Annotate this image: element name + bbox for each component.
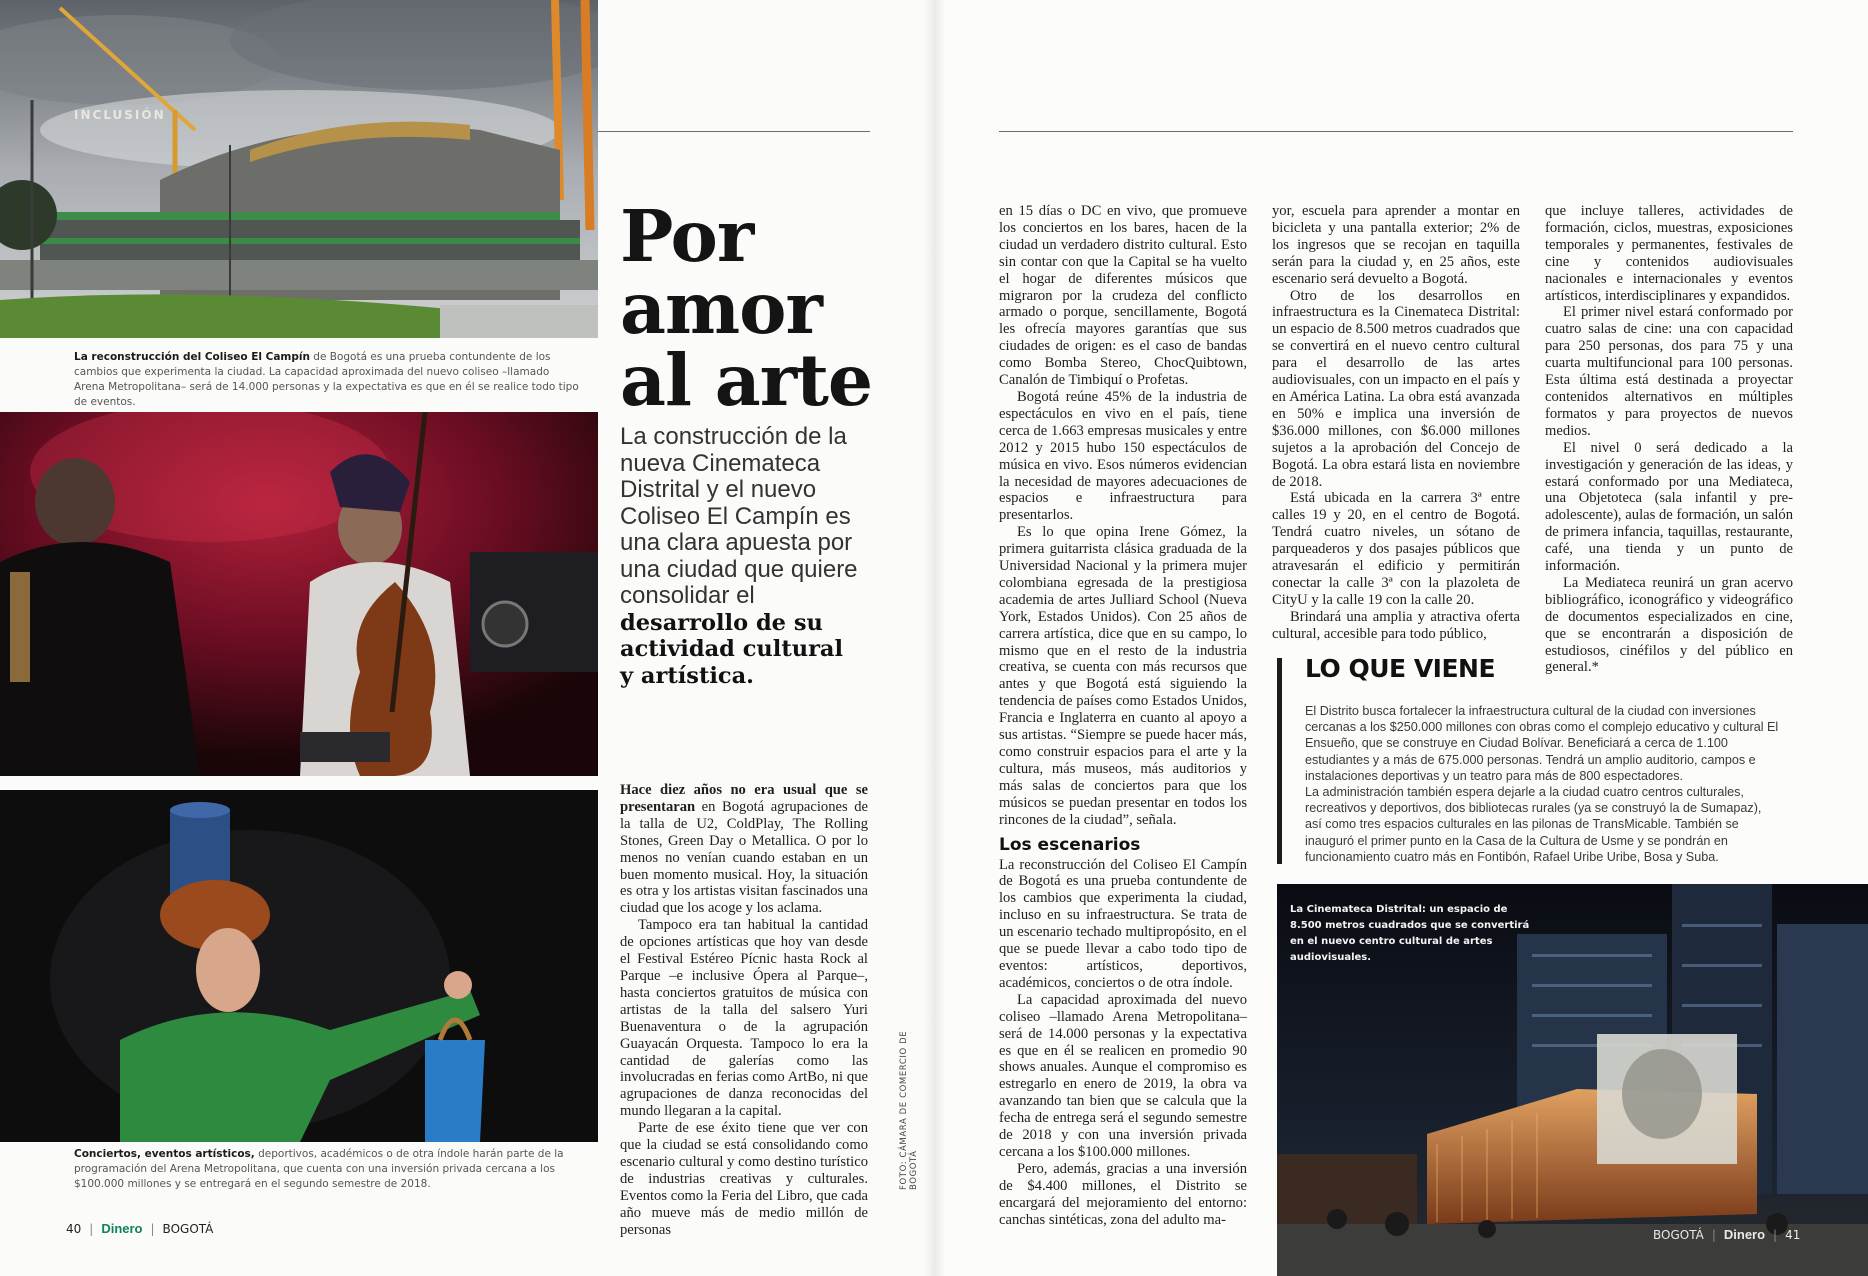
body-paragraph [620,782,868,917]
folio-separator: | [1711,1227,1716,1242]
body-paragraph: Brindará una amplia y atractiva oferta cultural, accesible para todo público, [1272,608,1520,642]
body-paragraph: Bogotá reúne 45% de la industria de espectáculos en vivo en el país, tiene cerca de 1.663 empresas musicales y entre 2012 y 2015 hubo 150 espectáculos de música en vivo. Esos números evidencian la necesidad de mayores adecuaciones de espacios e infraestructura para presentarlos. [999,388,1247,524]
folio-section: BOGOTÁ [162,1221,214,1236]
article-title [620,194,920,422]
top-rule-left [598,131,870,132]
page-gutter [924,0,946,1276]
body-paragraph: en 15 días o DC en vivo, que promueve los conciertos en los bares, hacen de la ciudad un verdadero distrito cultural. Esto sin contar con que la Capital se ha vuelto el hogar de diferentes músicos que migraron por la crudeza del conflicto armado o porque, sencillamente, Bogotá les ofrecía mayores garantías que sus ciudades de origen: es el caso de bandas como Bomba Stereo, ChocQuibtown, Canalón de Timbiquí o Profetas. [999,203,1247,389]
body-paragraph: Es lo que opina Irene Gómez, la primera guitarrista clásica graduada de la Universidad Nacional y la primera mujer colombiana egresada de la prestigiosa academia de artes Julliard School (Nueva York, Estados Unidos). Con 25 años de carrera artística, dice que en su campo, lo mismo que en el resto de la industria creativa, se cuenta con más recursos que antes y que Bogotá está siguiendo la tendencia de países como Estados Unidos, Francia e Inglaterra en cuanto al apoyo a sus artistas. “Siempre se puede hacer más, como construir espacios para el arte y la cultura, más museos, más auditorios y más salas de conciertos para que los músicos se puedan presentar en todos los rincones de la ciudad”, señala. [999,524,1247,828]
left-folio [66,1221,213,1236]
folio-separator: | [89,1221,94,1236]
body-column-4 [1545,203,1793,676]
article-dek [620,424,860,689]
body-paragraph: Otro de los desarrollos en infraestructura es la Cinemateca Distrital: un espacio de 8.500 metros cuadrados que se convertirá en el nuevo centro cultural para el desarrollo de las artes audiovisuales, con un impacto en el país y en América Latina. La obra está avanzada en 50% e implica una inversión de $36.000 millones, con $6.000 millones sujetos a la aprobación del Concejo de Bogotá. La obra estará lista en noviembre de 2018. [1272,287,1520,490]
body-paragraph: El nivel 0 será dedicado a la investigación y generación de las ideas, y estará conformado por una Mediateca, una Objetoteca (sala infantil y pre-adolescente), aulas de formación, un salón de primera infancia, taquillas, restaurante, café, una tienda y un punto de información. [1545,439,1793,575]
body-paragraph: yor, escuela para aprender a montar en bicicleta y una pantalla exterior; 2% de los ingresos que se recojan en taquilla serán para la ciudad y, en 25 años, este escenario será devuelto a Bogotá. [1272,203,1520,287]
coliseo-photo-caption [74,350,582,410]
performer-photo-caption [74,1147,582,1192]
body-paragraph: La reconstrucción del Coliseo El Campín de Bogotá es una prueba contundente de los cambios que experimenta la ciudad, incluso en su infraestructura. Se trata de un escenario techado multipropósito, en el que se puede llevar a cabo todo tipo de eventos: artísticos, deportivos, académicos, conciertos o de otra índole. [999,856,1247,991]
page-number: 41 [1785,1227,1801,1242]
dek-emphasis: desarrollo de su actividad cultural y artística. [620,609,844,689]
top-rule-right [999,131,1793,132]
section-tag: INCLUSIÓN [74,108,166,122]
page-number: 40 [66,1221,82,1236]
photo-credit: FOTO: CÁMARA DE COMERCIO DE BOGOTÁ [899,1030,919,1190]
sidebar-title: LO QUE VIENE [1305,654,1496,683]
body-column-3 [1272,203,1520,643]
musicians-concert-photo [0,412,598,776]
title-line: al arte [620,338,873,422]
coliseo-construction-photo [0,0,598,338]
body-paragraph: Tampoco era tan habitual la cantidad de opciones artísticas que hoy van desde el Festival Estéreo Pícnic hasta Rock al Parque –e inclusive Ópera al Parque–, hasta conciertos gratuitos de música con artistas de la talla del salsero Yuri Buenaventura o de la agrupación Guayacán Orquesta. Tampoco lo era la cantidad de galerías como las involucradas en ferias como ArtBo, ni que agrupaciones de danza reconocidas del mundo llegaran a la capital. [620,917,868,1120]
paragraph-text: en Bogotá agrupaciones de la talla de U2, ColdPlay, The Rolling Stones, Green Day o Metallica. O por lo menos no venían cuando estaban en un buen momento musical. Hoy, la situación es otra y los artistas visitan fascinados una ciudad que los acoge y los aclama. [620,798,868,917]
sidebar-accent-bar [1277,658,1282,864]
section-subhead: Los escenarios [999,834,1141,855]
dek-text: La construcción de la nueva Cinemateca Distrital y el nuevo Coliseo El Campín es una clara apuesta por una ciudad que quiere consolidar el [620,423,858,609]
body-paragraph: Está ubicada en la carrera 3ª entre calles 19 y 20, en el centro de Bogotá. Tendrá cuatro niveles, un sótano de parqueaderos y dos pasajes públicos que atravesarán el edificio y permitirán conectar la calle 3ª con la plazoleta de CityU y la calle 19 con la calle 20. [1272,490,1520,608]
render-caption: La Cinemateca Distrital: un espacio de 8.500 metros cuadrados que se convertirá en el nuevo centro cultural de artes audiovisuales. [1290,904,1530,963]
body-paragraph: Parte de ese éxito tiene que ver con que la ciudad se está consolidando como escenario cultural y como destino turístico de industrias creativas y culturales. Eventos como la Feria del Libro, que cada año mueve más de medio millón de personas [620,1120,868,1238]
folio-separator: | [1773,1227,1778,1242]
caption-lead: Conciertos, eventos artísticos, [74,1148,255,1160]
caption-lead: La reconstrucción del Coliseo El Campín [74,351,310,363]
title-line: Por [620,194,754,278]
sidebar-body [1305,703,1780,865]
title-line: amor [620,266,822,350]
body-column-1 [620,782,868,1238]
caption-text: de Bogotá es una prueba contundente de los cambios que experimenta la ciudad. La capacidad aproximada del nuevo coliseo –llamado Arena Metropolitana– será de 14.000 personas y la expectativa es que en él se realice todo tipo de eventos. [74,351,579,408]
body-paragraph: Pero, además, gracias a una inversión de $4.400 millones, el Distrito se encargará del mejoramiento del entorno: canchas sintéticas, zona del adulto ma- [999,1160,1247,1228]
performer-photo [0,790,598,1142]
body-paragraph: La Mediateca reunirá un gran acervo bibliográfico, iconográfico y videográfico de documentos especializados en cine, que se encontrarán a disposición de estudiosos, cinéfilos y del público en general.* [1545,574,1793,676]
sidebar-paragraph: El Distrito busca fortalecer la infraestructura cultural de la ciudad con inversiones cercanas a los $250.000 millones con obras como el complejo educativo y cultural El Ensueño, que se construye en Ciudad Bolívar. Beneficiará a cerca de 1.100 estudiantes y a más de 675.000 personas. Tendrá un amplio auditorio, campos e instalaciones deportivas y un teatro para más de 800 espectadores. [1305,704,1779,783]
magazine-brand: Dinero [101,1221,143,1236]
body-column-2 [999,203,1247,1228]
folio-separator: | [150,1221,155,1236]
caption-text: deportivos, académicos o de otra índole harán parte de la programación del Arena Metropolitana, que cuenta con una inversión privada cercana a los $100.000 millones y se entregará en el segundo semestre de 2018. [74,1148,564,1190]
body-paragraph: La capacidad aproximada del nuevo coliseo –llamado Arena Metropolitana– será de 14.000 personas y la expectativa es que en él se realicen en promedio 90 shows anuales. Aunque el compromiso es estregarlo en enero de 2019, la obra va avanzando tan bien que se calcula que la fecha de entrega será el segundo semestre de 2018 y con una inversión privada cercana a los $100.000 millones. [999,991,1247,1160]
folio-section: BOGOTÁ [1653,1227,1704,1242]
body-paragraph: que incluye talleres, actividades de formación, ciclos, muestras, exposiciones temporales y permanentes, festivales de cine y contenidos audiovisuales nacionales e internacionales y eventos artísticos, interdisciplinares y expandidos. [1545,203,1793,304]
right-folio [1653,1227,1800,1242]
sidebar-paragraph: La administración también espera dejarle a la ciudad cuatro centros culturales, recreativos y deportivos, dos bibliotecas rurales (ya se construyó la de Sumapaz), así como tres espacios culturales en las pilonas de TransMicable. También se inauguró el primer punto en la Casa de la Cultura de Usme y se pondrán en funcionamiento cuatro más en Fontibón, Rafael Uribe Uribe, Bosa y Suba. [1305,785,1762,864]
magazine-brand: Dinero [1723,1227,1766,1242]
lead-in: Hace diez años no era usual que se presentaran [620,782,868,815]
body-paragraph: El primer nivel estará conformado por cuatro salas de cine: una con capacidad para 250 personas, dos para 75 y una cuarta multifuncional para 100 personas. Esta última está destinada a proyectar contenidos alternativos en múltiples formatos y para proyectos de nuevos medios. [1545,304,1793,439]
